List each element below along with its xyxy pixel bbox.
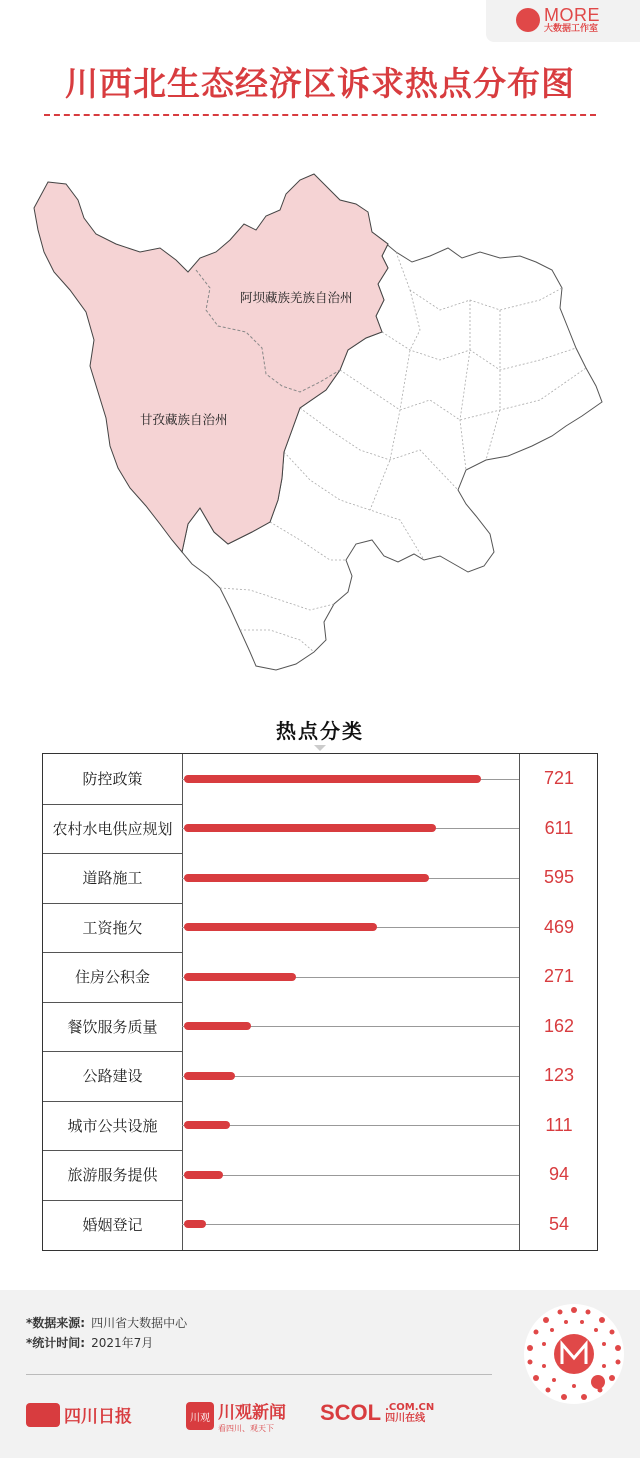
bar-category-label: 农村水电供应规划 bbox=[52, 819, 173, 838]
stat-time-value: 2021年7月 bbox=[91, 1336, 154, 1350]
bar-category-label: 餐饮服务质量 bbox=[67, 1017, 158, 1036]
bar-category-label: 城市公共设施 bbox=[67, 1116, 158, 1135]
brand-name: MORE bbox=[544, 5, 600, 25]
row-divider bbox=[43, 903, 182, 904]
table-row bbox=[43, 804, 599, 854]
table-row bbox=[43, 952, 599, 1002]
mini-program-code-icon bbox=[522, 1302, 626, 1406]
bar-category-label: 道路施工 bbox=[82, 869, 143, 888]
bar-mark bbox=[184, 973, 296, 981]
row-divider bbox=[43, 1002, 182, 1003]
bar-mark bbox=[184, 1220, 206, 1228]
chuanguan-name: 川观新闻 bbox=[218, 1403, 286, 1423]
table-row bbox=[43, 1002, 599, 1052]
bar-track bbox=[182, 1224, 519, 1225]
data-source-value: 四川省大数据中心 bbox=[91, 1316, 188, 1330]
stat-time bbox=[26, 1334, 153, 1351]
stat-time-label: *统计时间: bbox=[26, 1336, 86, 1350]
title-divider bbox=[44, 114, 596, 116]
sichuan-map bbox=[0, 160, 640, 680]
row-divider bbox=[43, 1051, 182, 1052]
table-row bbox=[43, 754, 599, 804]
brand-subtitle: 大数据工作室 bbox=[544, 24, 599, 34]
sichuan-daily-mark-icon bbox=[26, 1403, 60, 1427]
bar-value-label: 611 bbox=[544, 817, 574, 838]
bar-mark bbox=[184, 775, 481, 783]
bar-mark bbox=[184, 923, 377, 931]
bar-value-label: 721 bbox=[543, 768, 575, 789]
scol-name: SCOL bbox=[320, 1400, 382, 1425]
bar-track bbox=[182, 1175, 519, 1176]
bar-mark bbox=[184, 1171, 223, 1179]
row-divider bbox=[43, 1150, 182, 1151]
scol-domain: .COM.CN bbox=[385, 1402, 435, 1413]
table-row bbox=[43, 853, 599, 903]
data-source bbox=[26, 1314, 187, 1331]
bar-track bbox=[182, 1125, 519, 1126]
table-row bbox=[43, 1150, 599, 1200]
logo-chuanguan bbox=[186, 1398, 286, 1434]
table-row bbox=[43, 1101, 599, 1151]
bar-mark bbox=[184, 1022, 251, 1030]
table-row bbox=[43, 1051, 599, 1101]
row-divider bbox=[43, 952, 182, 953]
table-row bbox=[43, 903, 599, 953]
map-label-aba: 阿坝藏族羌族自治州 bbox=[240, 290, 353, 305]
bar-value-label: 469 bbox=[543, 916, 575, 937]
bar-value-label: 123 bbox=[543, 1065, 575, 1086]
section-title: 热点分类 bbox=[276, 719, 364, 743]
bar-mark bbox=[184, 874, 429, 882]
row-divider bbox=[43, 1101, 182, 1102]
chuanguan-mark-icon: 川观 bbox=[186, 1402, 214, 1430]
chuanguan-tagline: 看四川、观天下 bbox=[218, 1424, 274, 1433]
row-divider bbox=[43, 1200, 182, 1201]
map-label-ganzi: 甘孜藏族自治州 bbox=[140, 412, 228, 427]
bar-value-label: 94 bbox=[548, 1164, 570, 1185]
bar-value-label: 595 bbox=[543, 867, 575, 888]
bar-value-label: 54 bbox=[548, 1213, 570, 1234]
logo-sichuan-daily bbox=[26, 1402, 132, 1427]
footer-divider bbox=[26, 1374, 492, 1375]
bar-value-label: 271 bbox=[543, 966, 575, 987]
bar-value-label: 162 bbox=[543, 1015, 575, 1036]
sichuan-daily-name: 四川日报 bbox=[64, 1407, 132, 1427]
bar-category-label: 工资拖欠 bbox=[82, 918, 143, 937]
row-divider bbox=[43, 853, 182, 854]
bar-category-label: 婚姻登记 bbox=[82, 1215, 143, 1234]
bar-mark bbox=[184, 1072, 235, 1080]
hotspot-bar-chart bbox=[42, 753, 598, 1251]
bar-category-label: 旅游服务提供 bbox=[67, 1166, 158, 1185]
page-title: 川西北生态经济区诉求热点分布图 bbox=[65, 64, 575, 103]
map-svg bbox=[0, 160, 640, 680]
bar-category-label: 住房公积金 bbox=[74, 968, 150, 987]
bar-category-label: 防控政策 bbox=[82, 770, 143, 789]
more-logo-icon bbox=[516, 8, 540, 32]
table-row bbox=[43, 1200, 599, 1250]
bar-mark bbox=[184, 1121, 230, 1129]
logo-scol bbox=[320, 1400, 434, 1426]
bar-mark bbox=[184, 824, 436, 832]
scol-cn-name: 四川在线 bbox=[385, 1413, 426, 1424]
bar-category-label: 公路建设 bbox=[82, 1067, 143, 1086]
row-divider bbox=[43, 804, 182, 805]
bar-value-label: 111 bbox=[545, 1114, 573, 1135]
section-pointer-icon bbox=[314, 745, 326, 751]
data-source-label: *数据来源: bbox=[26, 1316, 86, 1330]
